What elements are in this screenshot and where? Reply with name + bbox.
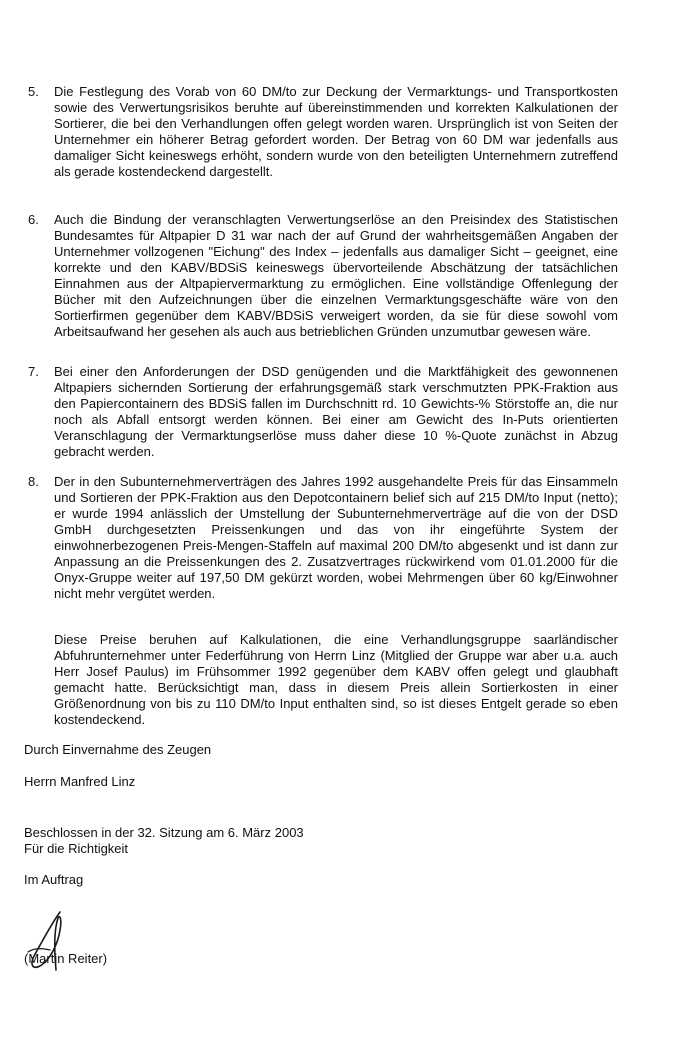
list-item-7 xyxy=(28,364,618,460)
item-text: Auch die Bindung der veranschlagten Verwertungserlöse an den Preisindex des Statistischen Bundesamtes für Altpapier D 31 war nach der auf Grund der wahrheitsgemäßen Angaben der Unternehmer vollzogenen "Eichung" des Index – jedenfalls aus damaliger Sicht – geeignet, eine korrekte und den KABV/BDSiS keineswegs übervorteilende Abschätzung der tatsächlichen Einnahmen aus der Altpapiervermarktung zu ermöglichen. Eine vollständige Offenlegung der Bücher mit den Aufzeichnungen über die einzelnen Vermarktungsgeschäfte wäre von den Sortierfirmen gegenüber dem KABV/BDSiS verweigert worden, da sie für diese sowohl vom Arbeitsaufwand her gesehen als auch aus betrieblichen Gründen unzumutbar gewesen wäre. xyxy=(54,212,618,339)
handwritten-signature-icon xyxy=(20,908,80,978)
closing-on-behalf: Im Auftrag xyxy=(24,872,84,887)
item-text: Die Festlegung des Vorab von 60 DM/to zur Deckung der Vermarktungs- und Transportkosten sowie des Verwertungsrisikos beruhte auf übereinstimmenden und korrekten Kalkulationen der Sortierer, die bei den Verhandlungen offen gelegt worden waren. Ursprünglich ist von Seiten der Unternehmer ein höherer Betrag gefordert worden. Der Betrag von 60 DM war jedenfalls aus damaliger Sicht keineswegs erhöht, sondern wurde von den beteiligten Unternehmern zutreffend als gerade kostendeckend dargestellt. xyxy=(54,84,618,179)
closing-correctness: Für die Richtigkeit xyxy=(24,841,129,856)
item-number: 7. xyxy=(28,364,39,379)
closing-resolved: Beschlossen in der 32. Sitzung am 6. März 2003 xyxy=(24,825,304,840)
closing-agreement: Durch Einvernahme des Zeugen xyxy=(24,742,212,757)
item-number: 6. xyxy=(28,212,39,227)
list-item-6 xyxy=(28,212,618,340)
closing-witness: Herrn Manfred Linz xyxy=(24,774,136,789)
item-number: 5. xyxy=(28,84,39,99)
list-item-5 xyxy=(28,84,618,180)
item-number: 8. xyxy=(28,474,39,489)
signatory-name: (Martin Reiter) xyxy=(24,951,108,966)
list-item-8 xyxy=(28,474,618,602)
item-text: Bei einer den Anforderungen der DSD genügenden und die Marktfähigkeit des gewonnenen Altpapiers sichernden Sortierung der erfahrungsgemäß stark verschmutzten PPK-Fraktion aus den Papiercontainern des BDSiS fallen im Durchschnitt rd. 10 Gewichts-% Störstoffe an, die nur noch als Abfall entsorgt werden können. Bei einer am Gewicht des In-Puts orientierten Veranschlagung der Vermarktungserlöse muss daher diese 10 %-Quote zunächst in Abzug gebracht werden. xyxy=(54,364,618,459)
paragraph-8-continuation: Diese Preise beruhen auf Kalkulationen, die eine Verhandlungsgruppe saarländischer Abfuhrunternehmer unter Federführung von Herrn Linz (Mitglied der Gruppe war aber u.a. auch Herr Josef Paulus) im Frühsommer 1992 gegenüber dem KABV offen gelegt und glaubhaft gemacht hatte. Berücksichtigt man, dass in diesem Preis allein Sortierkosten in einer Größenordnung von bis zu 110 DM/to Input enthalten sind, so ist dieses Entgelt gerade so eben kostendeckend. xyxy=(54,632,618,727)
item-text: Der in den Subunternehmerverträgen des Jahres 1992 ausgehandelte Preis für das Einsammeln und Sortieren der PPK-Fraktion aus den Depotcontainern belief sich auf 215 DM/to Input (netto); er wurde 1994 anlässlich der Umstellung der Subunternehmerverträge auf die von der DSD GmbH durchgesetzten Preissenkungen und das von ihr eingeführte System der einwohnerbezogenen Preis-Mengen-Staffeln auf maximal 200 DM/to abgesenkt und ist dann zur Anpassung an die Preissenkungen des 2. Zusatzvertrages rückwirkend vom 01.01.2000 für die Onyx-Gruppe weiter auf 197,50 DM gekürzt worden, wobei Mehrmengen über 60 kg/Einwohner nicht mehr vergütet werden. xyxy=(54,474,618,601)
